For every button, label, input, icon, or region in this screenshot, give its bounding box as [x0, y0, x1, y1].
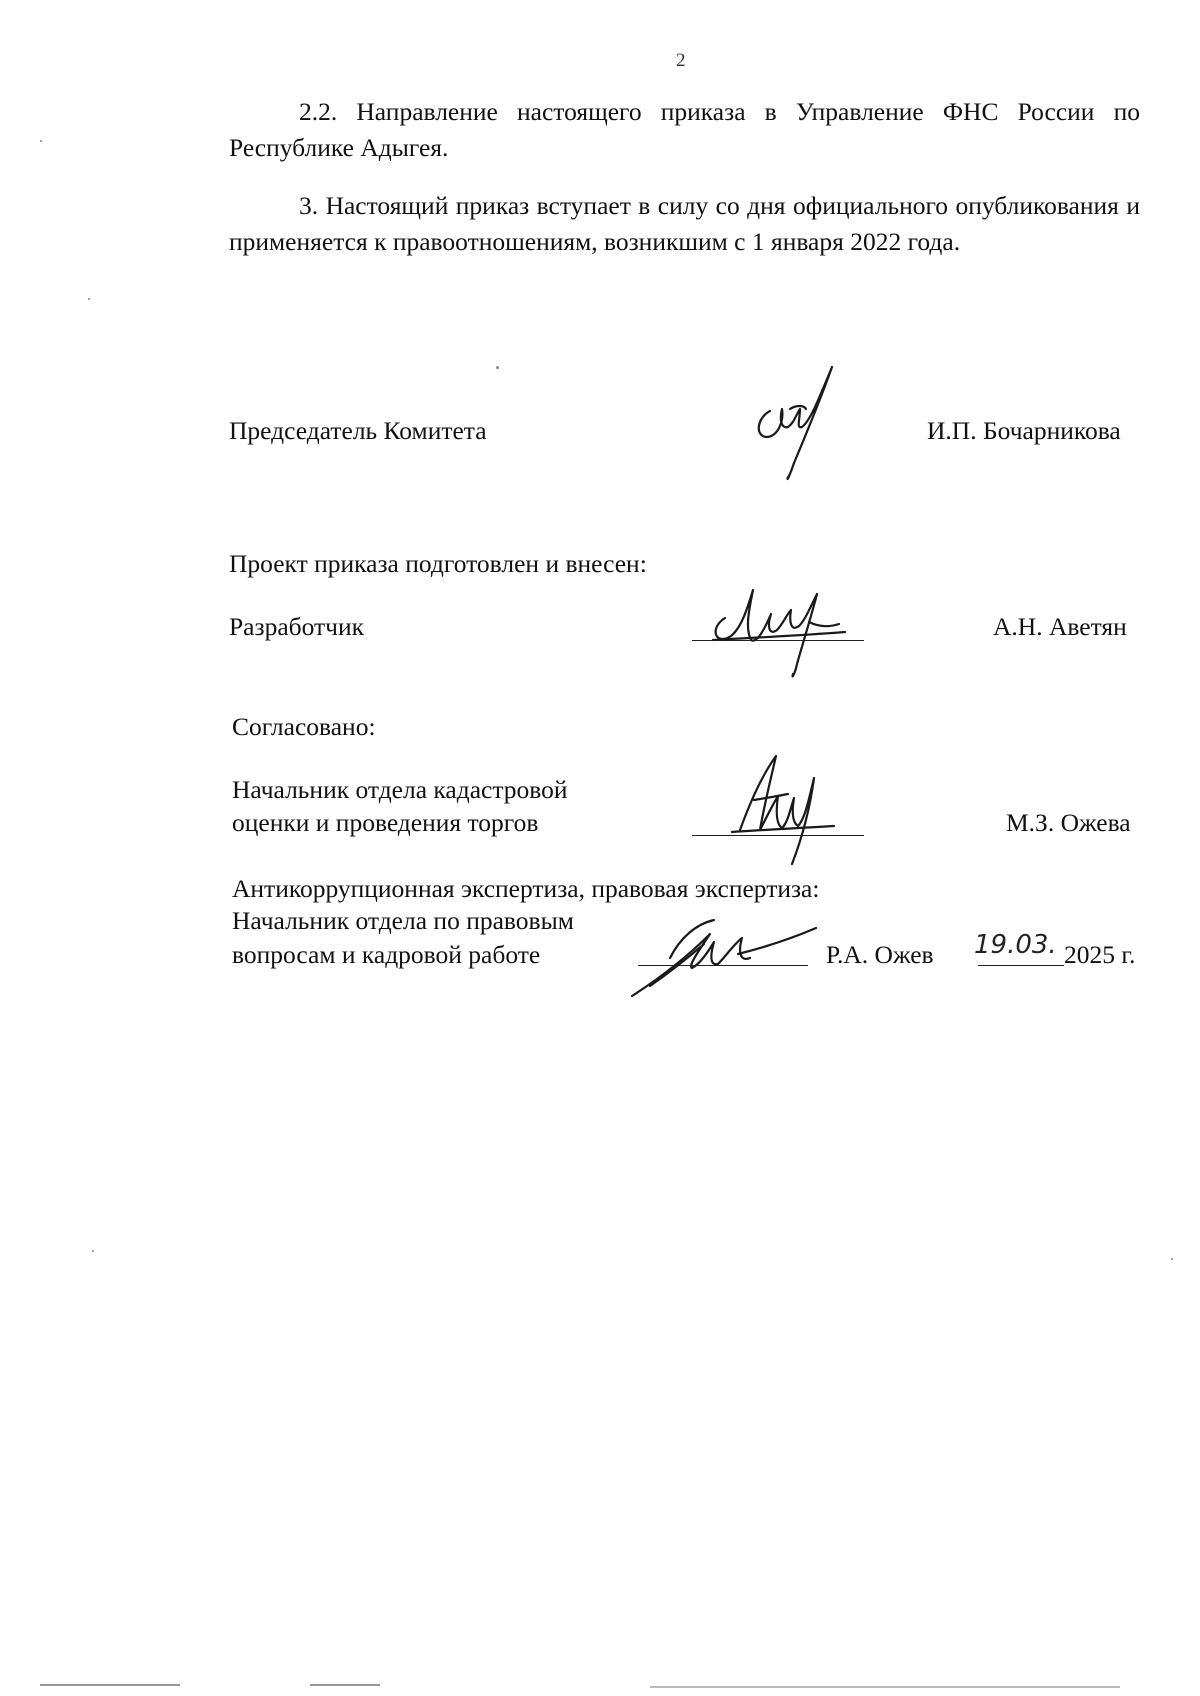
developer-name: А.Н. Аветян	[993, 612, 1127, 641]
chairman-signature	[750, 365, 850, 485]
agreed-name: М.З. Ожева	[1006, 808, 1131, 837]
legal-heading: Антикоррупционная экспертиза, правовая экспертиза:	[232, 874, 820, 903]
agreed-heading: Согласовано:	[232, 712, 376, 741]
paragraph-2-2-text: 2.2. Направление настоящего приказа в Управление ФНС России по Республике Адыгея.	[229, 97, 1140, 162]
scan-speck	[1171, 1258, 1173, 1260]
chairman-name: И.П. Бочарникова	[927, 416, 1121, 445]
agreed-position-line1: Начальник отдела кадастровой	[232, 775, 568, 804]
legal-date-handwritten: 19.03.	[974, 930, 1057, 960]
legal-date-suffix: 2025 г.	[1064, 940, 1136, 969]
page-number: 2	[676, 50, 686, 71]
legal-position-line2: вопросам и кадровой работе	[232, 940, 541, 969]
legal-position-line1: Начальник отдела по правовым	[232, 906, 574, 935]
scan-edge-mark	[650, 1686, 1120, 1688]
paragraph-3	[229, 188, 1140, 260]
scan-speck	[92, 1250, 94, 1252]
legal-date-line	[978, 965, 1064, 966]
scan-speck	[496, 366, 499, 369]
legal-name: Р.А. Ожев	[826, 940, 934, 969]
scan-speck	[88, 298, 90, 300]
prepared-heading: Проект приказа подготовлен и внесен:	[229, 549, 647, 578]
chairman-position: Председатель Комитета	[229, 416, 487, 445]
agreed-position-line2: оценки и проведения торгов	[232, 808, 539, 837]
legal-signature	[630, 898, 820, 1008]
scan-edge-mark	[310, 1684, 380, 1686]
developer-position: Разработчик	[229, 612, 365, 641]
paragraph-2-2	[229, 94, 1140, 166]
scan-speck	[40, 140, 42, 142]
paragraph-3-text: 3. Настоящий приказ вступает в силу со дня официального опубликования и применяется к правоотношениям, возникшим с 1 января 2022 года.	[229, 191, 1140, 256]
agreed-signature	[730, 748, 840, 870]
developer-signature	[705, 570, 855, 680]
scan-edge-mark	[40, 1684, 180, 1686]
